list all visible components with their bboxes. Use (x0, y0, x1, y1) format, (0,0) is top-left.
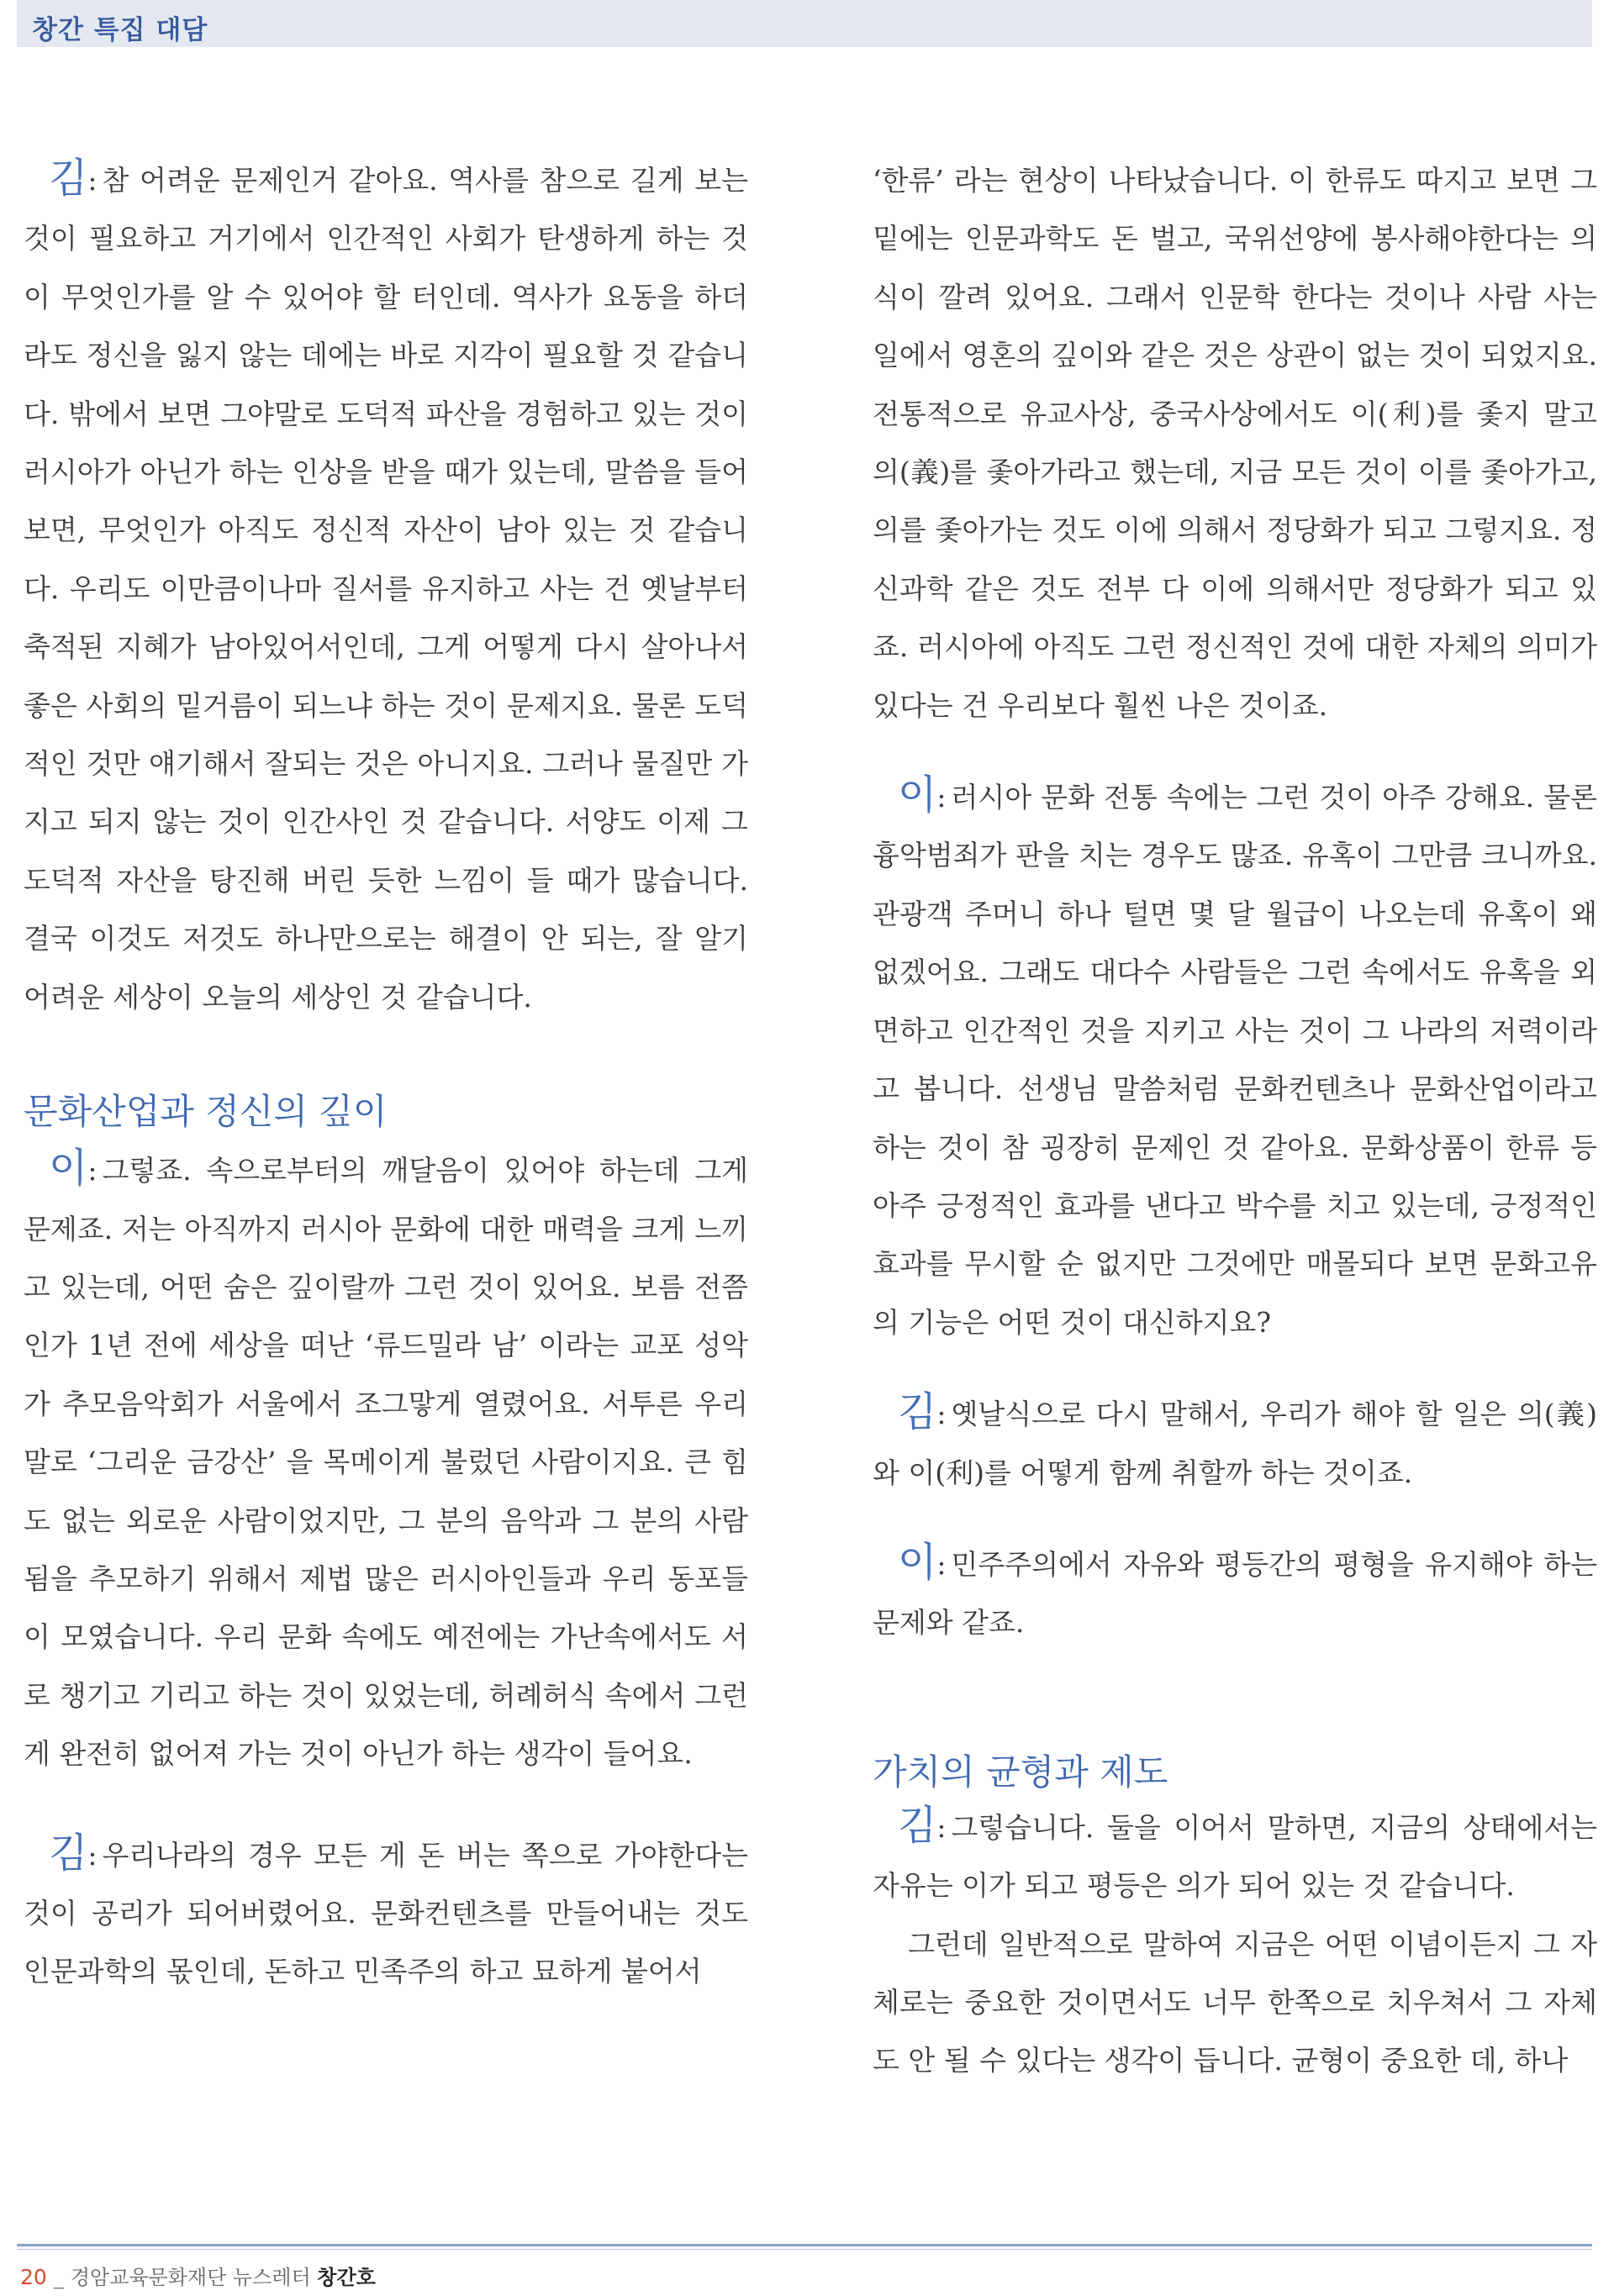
speaker-label: 김 (49, 155, 88, 202)
section-header-band (17, 0, 1592, 47)
speaker-label: 이 (898, 1538, 937, 1586)
paragraph-text: 러시아 문화 전통 속에는 그런 것이 아주 강해요. 물론 흉악범죄가 판을 치는 경우도 많죠. 유혹이 그만큼 크니까요. 관광객 주머니 하나 털면 몇 달 월급이 나오는데 유혹이 왜 없겠어요. 그래도 대다수 사람들은 그런 속에서도 유혹을 외면하고 인간적인 것을 지키고 사는 것이 그 나라의 저력이라고 봅니다. 선생님 말씀처럼 문화컨텐츠나 문화산업이라고 하는 것이 참 굉장히 문제인 것 같아요. 문화상품이 한류 등 아주 긍정적인 효과를 낸다고 박수를 치고 있는데, 긍정적인 효과를 무시할 순 없지만 그것에만 매몰되다 보면 문화고유의 기능은 어떤 것이 대신하지요? (873, 781, 1597, 1339)
page-number: 20 (20, 2265, 47, 2289)
paragraph-text: 우리나라의 경우 모든 게 돈 버는 쪽으로 가야한다는 것이 공리가 되어버렸어요. 문화컨텐츠를 만들어내는 것도 인문과학의 몫인데, 돈하고 민족주의 하고 묘하게 붙어서 (24, 1838, 748, 1988)
paragraph-lee-2: 이: 러시아 문화 전통 속에는 그런 것이 아주 강해요. 물론 흉악범죄가 판을 치는 경우도 많죠. 유혹이 그만큼 크니까요. 관광객 주머니 하나 털면 몇 달 월급이 나오는데 유혹이 왜 없겠어요. 그래도 대다수 사람들은 그런 속에서도 유혹을 외면하고 인간적인 것을 지키고 사는 것이 그 나라의 저력이라고 봅니다. 선생님 말씀처럼 문화컨텐츠나 문화산업이라고 하는 것이 참 굉장히 문제인 것 같아요. 문화상품이 한류 등 아주 긍정적인 효과를 낸다고 박수를 치고 있는데, 긍정적인 효과를 무시할 순 없지만 그것에만 매몰되다 보면 문화고유의 기능은 어떤 것이 대신하지요? (873, 771, 1597, 1339)
speaker-label: 김 (898, 1801, 937, 1849)
speaker-label: 이 (898, 771, 937, 819)
speaker-label: 이 (49, 1145, 88, 1193)
paragraph-text: 그렇죠. 속으로부터의 깨달음이 있어야 하는데 그게 문제죠. 저는 아직까지 러시아 문화에 대한 매력을 크게 느끼고 있는데, 어떤 숨은 깊이랄까 그런 것이 있어요. 보름 전쯤인가 1년 전에 세상을 떠난 ‘류드밀라 남’ 이라는 교포 성악가 추모음악회가 서울에서 조그맣게 열렸어요. 서투른 우리말로 ‘그리운 금강산’ 을 목메이게 불렀던 사람이지요. 큰 힘도 없는 외로운 사람이었지만, 그 분의 음악과 그 분의 사람됨을 추모하기 위해서 제법 많은 러시아인들과 우리 동포들이 모였습니다. 우리 문화 속에도 예전에는 가난속에서도 서로 챙기고 기리고 하는 것이 있었는데, 허례허식 속에서 그런게 완전히 없어져 가는 것이 아닌가 하는 생각이 들어요. (24, 1154, 748, 1771)
paragraph-kim-4: 김: 그렇습니다. 둘을 이어서 말하면, 지금의 상태에서는 자유는 이가 되고 평등은 의가 되어 있는 것 같습니다. (873, 1801, 1597, 1903)
paragraph-text: 그렇습니다. 둘을 이어서 말하면, 지금의 상태에서는 자유는 이가 되고 평등은 의가 되어 있는 것 같습니다. (873, 1810, 1597, 1903)
speaker-label: 김 (898, 1388, 937, 1436)
speaker-label: 김 (49, 1829, 88, 1877)
right-column (873, 151, 1597, 2090)
publication-name: 경암교육문화재단 뉴스레터 (70, 2266, 311, 2289)
section-title: 창간 특집 대담 (32, 15, 208, 45)
paragraph-text: 옛날식으로 다시 말해서, 우리가 해야 할 일은 의(義)와 이(利)를 어떻게 함께 취할까 하는 것이죠. (873, 1398, 1597, 1489)
footer-separator: _ (53, 2266, 64, 2289)
paragraph-lee-3: 이: 민주주의에서 자유와 평등간의 평형을 유지해야 하는 문제와 같죠. (873, 1538, 1597, 1640)
paragraph-kim-3: 김: 옛날식으로 다시 말해서, 우리가 해야 할 일은 의(義)와 이(利)를 어떻게 함께 취할까 하는 것이죠. (873, 1388, 1597, 1489)
section-heading: 문화산업과 정신의 깊이 (24, 1091, 388, 1133)
footer-rule-thin (17, 2249, 1592, 2250)
issue-label: 창간호 (317, 2266, 376, 2289)
page-footer (20, 2261, 376, 2290)
paragraph-text: 민주주의에서 자유와 평등간의 평형을 유지해야 하는 문제와 같죠. (873, 1547, 1597, 1640)
section-heading: 가치의 균형과 제도 (873, 1751, 1168, 1793)
paragraph-lee-1: 이: 그렇죠. 속으로부터의 깨달음이 있어야 하는데 그게 문제죠. 저는 아직까지 러시아 문화에 대한 매력을 크게 느끼고 있는데, 어떤 숨은 깊이랄까 그런 것이 있어요. 보름 전쯤인가 1년 전에 세상을 떠난 ‘류드밀라 남’ 이라는 교포 성악가 추모음악회가 서울에서 조그맣게 열렸어요. 서투른 우리말로 ‘그리운 금강산’ 을 목메이게 불렀던 사람이지요. 큰 힘도 없는 외로운 사람이었지만, 그 분의 음악과 그 분의 사람됨을 추모하기 위해서 제법 많은 러시아인들과 우리 동포들이 모였습니다. 우리 문화 속에도 예전에는 가난속에서도 서로 챙기고 기리고 하는 것이 있었는데, 허례허식 속에서 그런게 완전히 없어져 가는 것이 아닌가 하는 생각이 들어요. (24, 1145, 748, 1771)
paragraph-kim-4-continued: 그런데 일반적으로 말하여 지금은 어떤 이념이든지 그 자체로는 중요한 것이면서도 너무 한쪽으로 치우쳐서 그 자체도 안 될 수 있다는 생각이 듭니다. 균형이 중요한 데, 하나 (873, 1927, 1597, 2077)
left-column (24, 151, 748, 2001)
paragraph-kim-1: 김: 참 어려운 문제인거 같아요. 역사를 참으로 길게 보는 것이 필요하고 거기에서 인간적인 사회가 탄생하게 하는 것이 무엇인가를 알 수 있어야 할 터인데. 역사가 요동을 하더라도 정신을 잃지 않는 데에는 바로 지각이 필요할 것 같습니다. 밖에서 보면 그야말로 도덕적 파산을 경험하고 있는 것이 러시아가 아닌가 하는 인상을 받을 때가 있는데, 말씀을 들어보면, 무엇인가 아직도 정신적 자산이 남아 있는 것 같습니다. 우리도 이만큼이나마 질서를 유지하고 사는 건 옛날부터 축적된 지혜가 남아있어서인데, 그게 어떻게 다시 살아나서 좋은 사회의 밑거름이 되느냐 하는 것이 문제지요. 물론 도덕적인 것만 얘기해서 잘되는 것은 아니지요. 그러나 물질만 가지고 되지 않는 것이 인간사인 것 같습니다. 서양도 이제 그 도덕적 자산을 탕진해 버린 듯한 느낌이 들 때가 많습니다. 결국 이것도 저것도 하나만으로는 해결이 안 되는, 잘 알기 어려운 세상이 오늘의 세상인 것 같습니다. (24, 155, 748, 1014)
footer-rule (17, 2244, 1592, 2246)
paragraph-text: 참 어려운 문제인거 같아요. 역사를 참으로 길게 보는 것이 필요하고 거기에서 인간적인 사회가 탄생하게 하는 것이 무엇인가를 알 수 있어야 할 터인데. 역사가 요동을 하더라도 정신을 잃지 않는 데에는 바로 지각이 필요할 것 같습니다. 밖에서 보면 그야말로 도덕적 파산을 경험하고 있는 것이 러시아가 아닌가 하는 인상을 받을 때가 있는데, 말씀을 들어보면, 무엇인가 아직도 정신적 자산이 남아 있는 것 같습니다. 우리도 이만큼이나마 질서를 유지하고 사는 건 옛날부터 축적된 지혜가 남아있어서인데, 그게 어떻게 다시 살아나서 좋은 사회의 밑거름이 되느냐 하는 것이 문제지요. 물론 도덕적인 것만 얘기해서 잘되는 것은 아니지요. 그러나 물질만 가지고 되지 않는 것이 인간사인 것 같습니다. 서양도 이제 그 도덕적 자산을 탕진해 버린 듯한 느낌이 들 때가 많습니다. 결국 이것도 저것도 하나만으로는 해결이 안 되는, 잘 알기 어려운 세상이 오늘의 세상인 것 같습니다. (24, 164, 748, 1014)
paragraph-kim-2: 김: 우리나라의 경우 모든 게 돈 버는 쪽으로 가야한다는 것이 공리가 되어버렸어요. 문화컨텐츠를 만들어내는 것도 인문과학의 몫인데, 돈하고 민족주의 하고 묘하게 붙어서 (24, 1829, 748, 1988)
paragraph-kim-1-continued: ‘한류’ 라는 현상이 나타났습니다. 이 한류도 따지고 보면 그 밑에는 인문과학도 돈 벌고, 국위선양에 봉사해야한다는 의식이 깔려 있어요. 그래서 인문학 한다는 것이나 사람 사는 일에서 영혼의 깊이와 같은 것은 상관이 없는 것이 되었지요. 전통적으로 유교사상, 중국사상에서도 이(利)를 좇지 말고 의(義)를 좇아가라고 했는데, 지금 모든 것이 이를 좇아가고, 의를 좇아가는 것도 이에 의해서 정당화가 되고 그렇지요. 정신과학 같은 것도 전부 다 이에 의해서만 정당화가 되고 있죠. 러시아에 아직도 그런 정신적인 것에 대한 자체의 의미가 있다는 건 우리보다 훨씬 나은 것이죠. (873, 164, 1597, 722)
